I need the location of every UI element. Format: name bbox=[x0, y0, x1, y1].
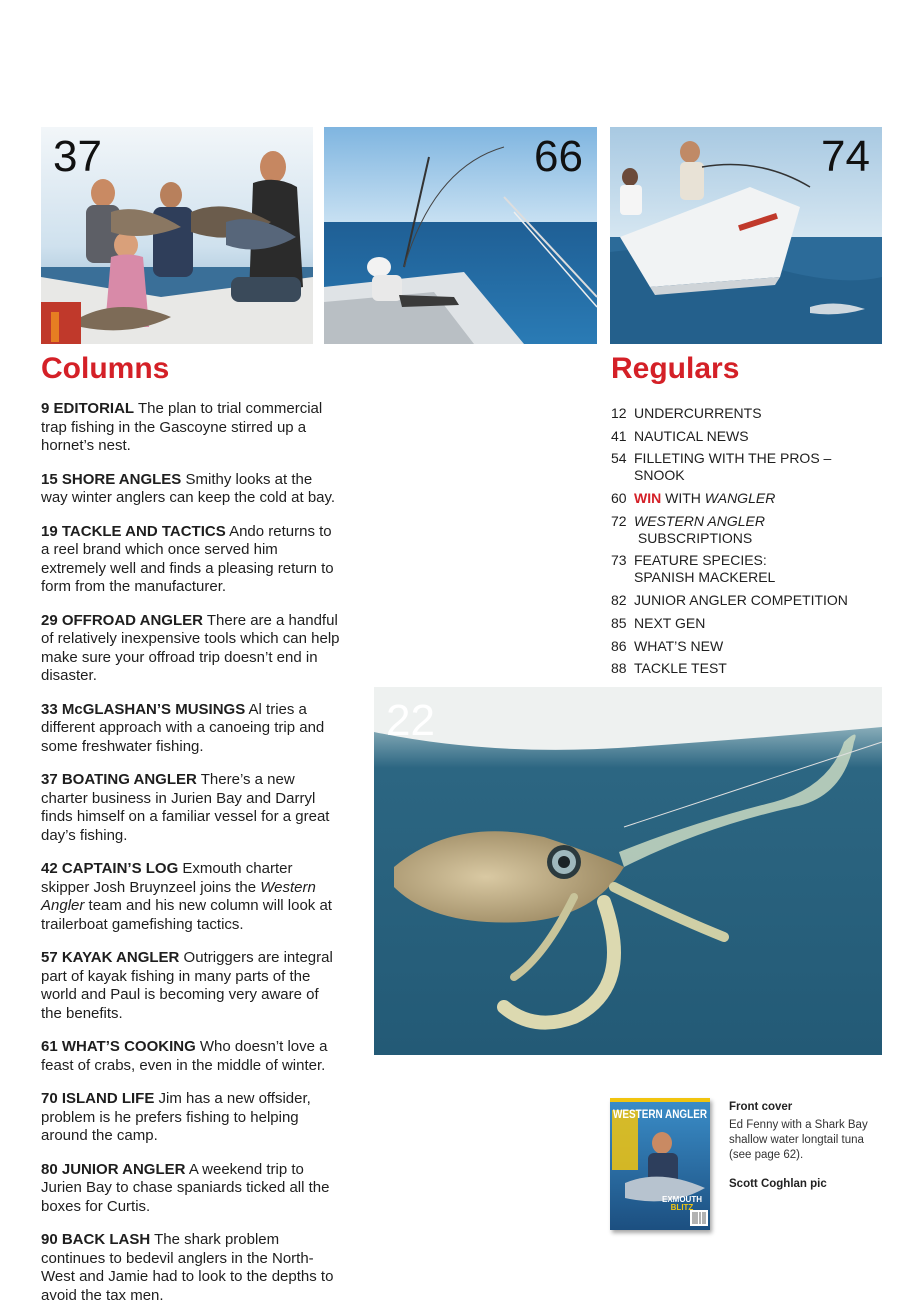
column-description: team and his new column will look at trailerboat gamefishing tactics. bbox=[41, 897, 332, 933]
regular-item bbox=[611, 660, 881, 677]
regular-page-number: 82 bbox=[611, 592, 627, 609]
squid-underwater-image bbox=[374, 687, 882, 1055]
column-description: There’s a new charter business in Jurien Bay and Darryl finds himself on a familiar vessel for a great day’s fishing. bbox=[41, 771, 330, 844]
column-entry-editorial bbox=[41, 400, 341, 456]
column-title: 9 EDITORIAL bbox=[41, 400, 135, 417]
photo-feature-fishing bbox=[324, 127, 597, 344]
columns-heading: Columns bbox=[41, 352, 170, 385]
regular-item bbox=[611, 615, 881, 632]
regular-title: NAUTICAL NEWS bbox=[634, 427, 749, 444]
column-description: A weekend trip to Jurien Bay to chase spaniards ticked all the boxes for Curtis. bbox=[41, 1160, 330, 1215]
regular-page-number: 86 bbox=[611, 637, 627, 654]
columns-list bbox=[41, 400, 341, 1312]
regular-page-number: 41 bbox=[611, 427, 627, 444]
column-entry-kayak-angler bbox=[41, 949, 341, 1023]
front-cover-thumbnail bbox=[610, 1098, 710, 1230]
regular-title bbox=[634, 490, 881, 507]
page-number-74: 74 bbox=[821, 132, 870, 181]
cover-line-exmouth: EXMOUTH bbox=[662, 1195, 702, 1204]
column-description: Exmouth charter skipper Josh Bruynzeel joins the bbox=[41, 860, 293, 896]
regular-item bbox=[611, 592, 881, 609]
regular-item bbox=[611, 450, 881, 484]
column-title: 90 BACK LASH bbox=[41, 1231, 151, 1248]
column-entry-offroad-angler bbox=[41, 612, 341, 686]
column-title: 15 SHORE ANGLES bbox=[41, 470, 182, 488]
regular-page-number: 12 bbox=[611, 405, 627, 421]
regular-item bbox=[611, 638, 881, 655]
page-number-22: 22 bbox=[386, 696, 435, 745]
subscriptions-label: SUBSCRIPTIONS bbox=[634, 529, 753, 546]
column-description: Jim has a new offsider, problem is he prefers fishing to helping around the camp. bbox=[41, 1090, 311, 1144]
column-description: Who doesn’t love a feast of crabs, even in the middle of winter. bbox=[41, 1038, 328, 1074]
regular-title: JUNIOR ANGLER COMPETITION bbox=[634, 592, 848, 609]
column-entry-back-lash bbox=[41, 1231, 341, 1305]
regular-title: NEXT GEN bbox=[634, 614, 706, 631]
column-title: 37 BOATING ANGLER bbox=[41, 771, 197, 788]
page-number-66: 66 bbox=[534, 132, 583, 181]
column-title: 33 McGLASHAN’S MUSINGS bbox=[41, 700, 246, 718]
magazine-cover-image bbox=[610, 1098, 710, 1230]
regular-page-number: 60 bbox=[611, 490, 627, 507]
column-entry-whats-cooking bbox=[41, 1038, 341, 1075]
column-entry-boating-angler bbox=[41, 771, 341, 845]
column-title: 57 KAYAK ANGLER bbox=[41, 949, 180, 966]
column-entry-junior-angler bbox=[41, 1161, 341, 1217]
magazine-name: WESTERN ANGLER bbox=[634, 512, 765, 529]
regular-page-number: 72 bbox=[611, 512, 627, 529]
regular-title bbox=[634, 513, 881, 547]
cover-caption-title: Front cover bbox=[729, 1101, 793, 1113]
regular-item bbox=[611, 552, 881, 586]
column-title: 19 TACKLE AND TACTICS bbox=[41, 522, 226, 540]
column-entry-island-life bbox=[41, 1090, 341, 1146]
regular-item bbox=[611, 405, 881, 422]
column-entry-shore-angles bbox=[41, 471, 341, 508]
cover-caption-ref: (see page 62). bbox=[729, 1149, 804, 1161]
cover-caption bbox=[729, 1100, 869, 1192]
regular-page-number: 85 bbox=[611, 614, 627, 631]
regulars-heading: Regulars bbox=[611, 352, 740, 385]
column-description: Smithy looks at the way winter anglers can keep the cold at bay. bbox=[41, 470, 336, 506]
column-description: Al tries a different approach with a canoeing trip and some freshwater fishing. bbox=[41, 700, 325, 755]
regular-title: FILLETING WITH THE PROS – SNOOK bbox=[634, 450, 832, 484]
regular-title: WHAT’S NEW bbox=[634, 637, 724, 654]
column-description: The plan to trial commercial trap fishing in the Gascoyne stirred up a hornet’s nest. bbox=[41, 400, 323, 454]
regular-item bbox=[611, 513, 881, 547]
column-description: Outriggers are integral part of kayak fishing in many parts of the world and Paul is becoming very aware of the benefits. bbox=[41, 949, 333, 1022]
regular-page-number: 88 bbox=[611, 660, 627, 677]
page-number-37: 37 bbox=[53, 132, 102, 181]
regular-item bbox=[611, 428, 881, 445]
regulars-list bbox=[611, 405, 881, 683]
column-title: 42 CAPTAIN’S LOG bbox=[41, 860, 179, 877]
column-description: There are a handful of relatively inexpensive tools which can help make sure your offroad trip doesn’t end in disaster. bbox=[41, 611, 340, 684]
column-entry-tackle-and-tactics bbox=[41, 523, 341, 597]
column-entry-mcglashans-musings bbox=[41, 701, 341, 757]
photo-feature-species bbox=[610, 127, 882, 344]
cover-caption-body: Ed Fenny with a Shark Bay shallow water longtail tuna bbox=[729, 1119, 868, 1146]
cover-line-blitz: BLITZ bbox=[670, 1203, 694, 1212]
column-description-italic: Western Angler bbox=[41, 878, 316, 914]
regular-title: TACKLE TEST bbox=[634, 660, 727, 677]
column-title: 70 ISLAND LIFE bbox=[41, 1090, 155, 1107]
cover-photo-credit: Scott Coghlan pic bbox=[729, 1178, 827, 1190]
column-title: 29 OFFROAD ANGLER bbox=[41, 611, 203, 629]
column-title: 61 WHAT’S COOKING bbox=[41, 1038, 196, 1055]
regular-page-number: 73 bbox=[611, 552, 627, 569]
regular-title: FEATURE SPECIES: SPANISH MACKEREL bbox=[634, 552, 776, 586]
win-with: WITH bbox=[661, 490, 705, 507]
regular-title: UNDERCURRENTS bbox=[634, 405, 762, 421]
regular-item bbox=[611, 490, 881, 507]
cover-masthead: WESTERN ANGLER bbox=[613, 1107, 708, 1121]
regular-page-number: 54 bbox=[611, 450, 627, 467]
column-title: 80 JUNIOR ANGLER bbox=[41, 1160, 186, 1178]
column-description: The shark problem continues to bedevil anglers in the North-West and Jamie had to look to the depths to avoid the tax men. bbox=[41, 1231, 334, 1304]
wangler-label: WANGLER bbox=[704, 490, 776, 507]
win-label: WIN bbox=[634, 490, 662, 507]
column-entry-captains-log bbox=[41, 860, 341, 934]
photo-boating-angler bbox=[41, 127, 313, 344]
column-description: Ando returns to a reel brand which once served him extremely well and finds a pleasing return to form from the manufacturer. bbox=[41, 522, 334, 595]
photo-squid-feature bbox=[374, 687, 882, 1055]
